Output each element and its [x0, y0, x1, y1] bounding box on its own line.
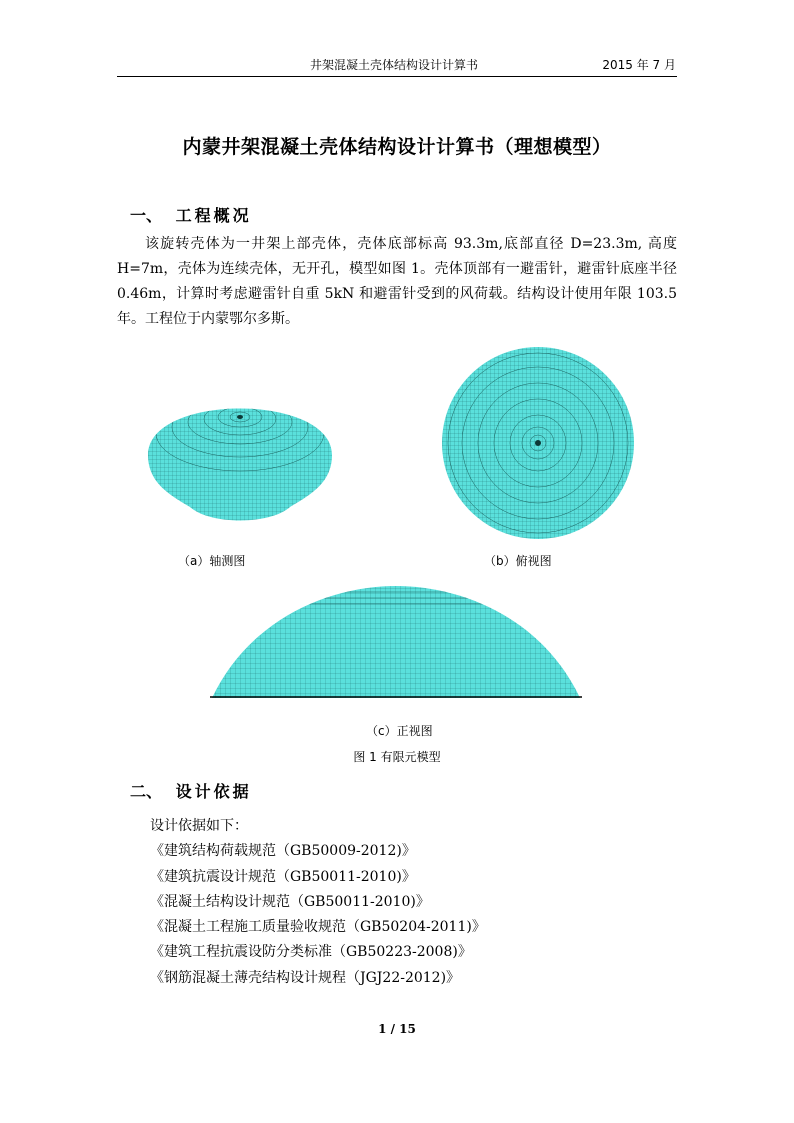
design-basis-list: [150, 814, 486, 991]
section-2-title: 设计依据: [175, 782, 252, 801]
section-2-number: 二、: [130, 782, 163, 801]
section-1-title: 工程概况: [175, 206, 252, 225]
figure-a-apex: [237, 415, 243, 419]
design-basis-item: 《建筑工程抗震设防分类标准（GB50223-2008)》: [150, 944, 472, 961]
header-divider: [117, 76, 677, 77]
section-2-heading: [130, 779, 252, 802]
section-1-heading: [130, 203, 252, 226]
design-basis-item: 《建筑抗震设计规范（GB50011-2010)》: [150, 868, 416, 885]
page-number: 1 / 15: [378, 1022, 416, 1036]
document-title: 内蒙井架混凝土壳体结构设计计算书（理想模型）: [182, 136, 612, 158]
figure-1-caption: 图 1 有限元模型: [353, 750, 441, 764]
section-1-number: 一、: [130, 206, 163, 225]
figure-b-apex: [535, 440, 541, 446]
figure-c-caption: （c）正视图: [366, 724, 433, 738]
design-basis-item: 《混凝土结构设计规范（GB50011-2010)》: [150, 893, 430, 910]
design-basis-intro: 设计依据如下：: [150, 818, 248, 834]
section-1-paragraph: 该旋转壳体为一井架上部壳体，壳体底部标高 93.3m,底部直径 D=23.3m, 高度 H=7m，壳体为连续壳体，无开孔，模型如图 1。壳体顶部有一避雷针，避雷针底座半径 0.46m，计算时考虑避雷针自重 5kN 和避雷针受到的风荷载。结构设计使用年限 103.5 年。工程位于内蒙鄂尔多斯。: [117, 236, 677, 327]
design-basis-item: 《混凝土工程施工质量验收规范（GB50204-2011)》: [150, 919, 486, 936]
figure-a-caption: （a）轴测图: [178, 554, 246, 568]
figure-a-axonometric: [140, 395, 340, 540]
header-title: 井架混凝土壳体结构设计计算书: [310, 58, 479, 72]
figure-b-caption: （b）俯视图: [484, 554, 552, 568]
figure-c-frontview: [210, 578, 582, 698]
design-basis-item: 《建筑结构荷载规范（GB50009-2012)》: [150, 843, 416, 860]
figure-b-topview: [438, 345, 638, 545]
design-basis-item: 《钢筋混凝土薄壳结构设计规程（JGJ22-2012)》: [150, 969, 461, 986]
header-date: 2015 年 7 月: [602, 58, 676, 72]
